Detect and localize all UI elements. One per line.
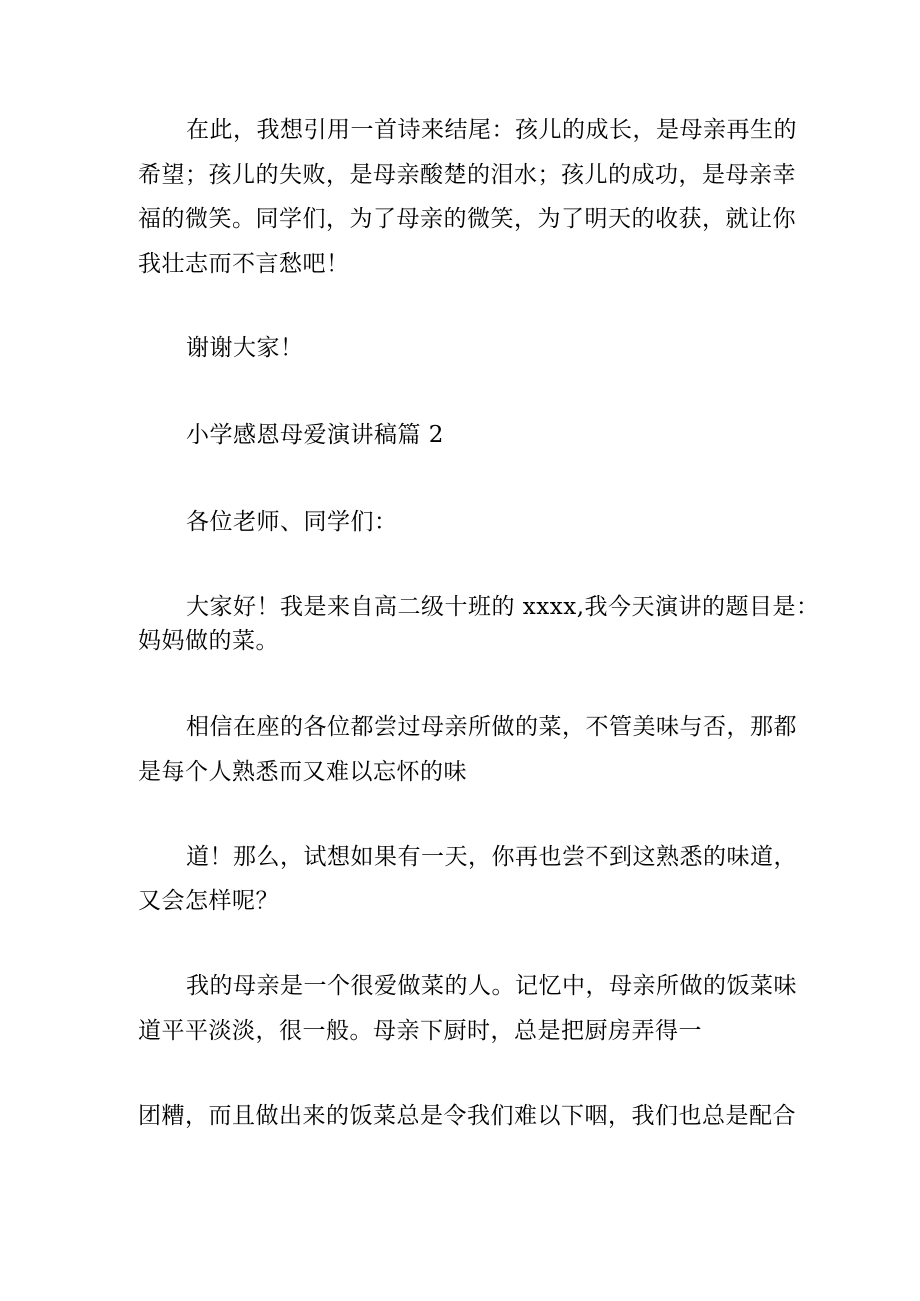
paragraph-line: 道平平淡淡，很一般。母亲下厨时，总是把厨房弄得一 (138, 1018, 702, 1044)
paragraph-line: 又会怎样呢？ (138, 888, 279, 914)
salutation: 各位老师、同学们： (186, 509, 398, 535)
paragraph-line: 希望；孩儿的失败，是母亲酸楚的泪水；孩儿的成功，是母亲幸 (138, 162, 796, 188)
paragraph-line: 妈妈做的菜。 (138, 628, 279, 654)
paragraph-line: 团糟，而且做出来的饭菜总是令我们难以下咽，我们也总是配合 (138, 1103, 796, 1129)
paragraph-line: 在此，我想引用一首诗来结尾：孩儿的成长，是母亲再生的 (186, 117, 797, 143)
paragraph-line: 大家好！我是来自高二级十班的 xxxx,我今天演讲的题目是： (186, 594, 820, 620)
paragraph-line: 福的微笑。同学们，为了母亲的微笑，为了明天的收获，就让你 (138, 206, 796, 232)
paragraph-line: 我的母亲是一个很爱做菜的人。记忆中，母亲所做的饭菜味 (186, 973, 797, 999)
paragraph-line: 是每个人熟悉而又难以忘怀的味 (138, 759, 467, 785)
paragraph-line: 我壮志而不言愁吧！ (138, 251, 350, 277)
section-heading: 小学感恩母爱演讲稿篇 2 (186, 422, 444, 448)
closing-line: 谢谢大家！ (186, 335, 304, 361)
paragraph-line: 道！那么，试想如果有一天，你再也尝不到这熟悉的味道， (186, 844, 797, 870)
paragraph-line: 相信在座的各位都尝过母亲所做的菜，不管美味与否，那都 (186, 714, 797, 740)
